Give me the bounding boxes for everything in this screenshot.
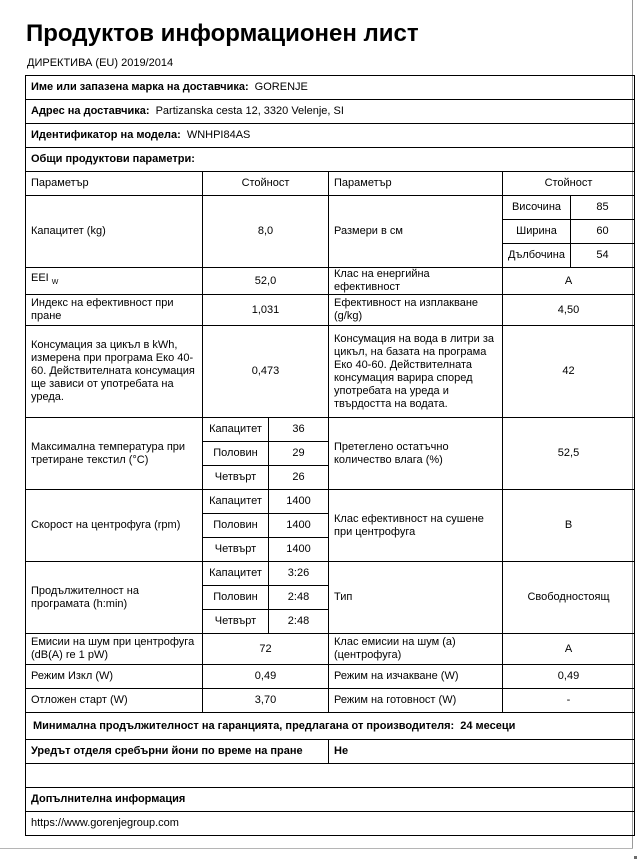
temp-load-quarter-label: Четвърт xyxy=(203,466,269,490)
product-parameters-table xyxy=(25,75,635,836)
noise-class-value: A xyxy=(503,634,635,665)
supplier-name-row xyxy=(26,76,635,100)
water-consumption-value: 42 xyxy=(503,326,635,418)
spin-class-value: B xyxy=(503,490,635,562)
header-parameter-right: Параметър xyxy=(329,172,503,196)
off-mode-value: 0,49 xyxy=(203,665,329,689)
general-parameters-heading: Общи продуктови параметри: xyxy=(26,148,635,172)
eei-row xyxy=(26,268,635,295)
spin-full-value: 1400 xyxy=(269,490,329,514)
header-value-left: Стойност xyxy=(203,172,329,196)
networked-standby-value: - xyxy=(503,689,635,713)
capacity-dimensions-row xyxy=(26,196,635,220)
rinse-label: Ефективност на изплакване (g/kg) xyxy=(329,295,503,326)
silver-ions-label: Уредът отделя сребърни йони по време на пране xyxy=(26,740,329,764)
empty-row xyxy=(26,764,635,788)
eei-label: EEI $_W$ xyxy=(26,268,203,295)
empty-cell xyxy=(26,764,635,788)
noise-value: 72 xyxy=(203,634,329,665)
website-text: https://www.gorenjegroup.com xyxy=(26,812,635,836)
page-title: Продуктов информационен лист xyxy=(26,20,419,47)
spin-load-half-label: Половин xyxy=(203,514,269,538)
depth-label: Дълбочина xyxy=(503,244,571,268)
supplier-address-value: Partizanska cesta 12, 3320 Velenje, SI xyxy=(155,105,344,117)
eei-value: 52,0 xyxy=(203,268,329,295)
header-value-right: Стойност xyxy=(503,172,635,196)
networked-standby-label: Режим на готовност (W) xyxy=(329,689,503,713)
eei-subscript: W xyxy=(51,279,59,287)
noise-class-label: Клас емисии на шум (a) (центрофуга) xyxy=(329,634,503,665)
model-identifier-value: WNHPI84AS xyxy=(186,129,251,141)
website-row xyxy=(26,812,635,836)
wash-index-value: 1,031 xyxy=(203,295,329,326)
energy-class-label: Клас на енергийна ефективност xyxy=(329,268,503,295)
wash-rinse-row xyxy=(26,295,635,326)
max-temp-full-row xyxy=(26,418,635,442)
duration-load-half-label: Половин xyxy=(203,586,269,610)
off-standby-row xyxy=(26,665,635,689)
silver-ions-row xyxy=(26,740,635,764)
height-value: 85 xyxy=(571,196,635,220)
spin-full-row xyxy=(26,490,635,514)
model-identifier-label: Идентификатор на модела: xyxy=(31,129,181,141)
warranty-label: Минимална продължителност на гаранцията, предлагана от производителя: xyxy=(33,719,455,732)
standby-value: 0,49 xyxy=(503,665,635,689)
temp-full-value: 36 xyxy=(269,418,329,442)
spin-load-quarter-label: Четвърт xyxy=(203,538,269,562)
type-value: Свободностоящ xyxy=(503,562,635,634)
spin-half-value: 1400 xyxy=(269,514,329,538)
consumption-row xyxy=(26,326,635,418)
capacity-value: 8,0 xyxy=(203,196,329,268)
max-temperature-label: Максимална температура при третиране текстил (°C) xyxy=(26,418,203,490)
delay-start-value: 3,70 xyxy=(203,689,329,713)
page-corner-mark xyxy=(634,856,637,859)
duration-load-full-label: Капацитет xyxy=(203,562,269,586)
general-parameters-heading-row xyxy=(26,148,635,172)
dimensions-label: Размери в см xyxy=(329,196,503,268)
energy-class-value: A xyxy=(503,268,635,295)
spin-quarter-value: 1400 xyxy=(269,538,329,562)
column-header-row xyxy=(26,172,635,196)
supplier-name-label: Име или запазена марка на доставчика: xyxy=(31,81,249,93)
duration-half-value: 2:48 xyxy=(269,586,329,610)
wash-index-label: Индекс на ефективност при пране xyxy=(26,295,203,326)
supplier-address-row xyxy=(26,100,635,124)
delay-start-label: Отложен старт (W) xyxy=(26,689,203,713)
height-label: Височина xyxy=(503,196,571,220)
off-mode-label: Режим Изкл (W) xyxy=(26,665,203,689)
spin-class-label: Клас ефективност на сушене при центрофуга xyxy=(329,490,503,562)
energy-consumption-value: 0,473 xyxy=(203,326,329,418)
additional-info-row xyxy=(26,788,635,812)
temp-load-half-label: Половин xyxy=(203,442,269,466)
width-label: Ширина xyxy=(503,220,571,244)
delay-networked-row xyxy=(26,689,635,713)
width-value: 60 xyxy=(571,220,635,244)
warranty-row xyxy=(26,713,635,740)
duration-full-row xyxy=(26,562,635,586)
duration-full-value: 3:26 xyxy=(269,562,329,586)
spin-speed-label: Скорост на центрофуга (rpm) xyxy=(26,490,203,562)
temp-half-value: 29 xyxy=(269,442,329,466)
temp-load-full-label: Капацитет xyxy=(203,418,269,442)
supplier-address-label: Адрес на доставчика: xyxy=(31,105,150,117)
rinse-value: 4,50 xyxy=(503,295,635,326)
depth-value: 54 xyxy=(571,244,635,268)
standby-label: Режим на изчакване (W) xyxy=(329,665,503,689)
spin-load-full-label: Капацитет xyxy=(203,490,269,514)
type-label: Тип xyxy=(329,562,503,634)
moisture-label: Претеглено остатъчно количество влага (%) xyxy=(329,418,503,490)
duration-load-quarter-label: Четвърт xyxy=(203,610,269,634)
moisture-value: 52,5 xyxy=(503,418,635,490)
silver-ions-value: Не xyxy=(329,740,635,764)
energy-consumption-label: Консумация за цикъл в kWh, измерена при програма Еко 40-60. Действителната консумация ще зависи от употребата на уреда. xyxy=(26,326,203,418)
temp-quarter-value: 26 xyxy=(269,466,329,490)
warranty-value: 24 месеци xyxy=(460,719,516,732)
header-parameter-left: Параметър xyxy=(26,172,203,196)
capacity-label: Капацитет (kg) xyxy=(26,196,203,268)
noise-row xyxy=(26,634,635,665)
page-bottom-border xyxy=(0,848,633,849)
additional-info-label: Допълнителна информация xyxy=(26,788,635,812)
directive-reference: ДИРЕКТИВА (EU) 2019/2014 xyxy=(27,57,174,69)
supplier-name-value: GORENJE xyxy=(254,81,308,93)
duration-quarter-value: 2:48 xyxy=(269,610,329,634)
model-identifier-row xyxy=(26,124,635,148)
water-consumption-label: Консумация на вода в литри за цикъл, на базата на програма Еко 40-60. Действителната консумация варира според употребата на уреда и твърдостта на водата. xyxy=(329,326,503,418)
noise-label: Емисии на шум при центрофуга (dB(A) re 1 pW) xyxy=(26,634,203,665)
duration-label: Продължителност на програмата (h:min) xyxy=(26,562,203,634)
